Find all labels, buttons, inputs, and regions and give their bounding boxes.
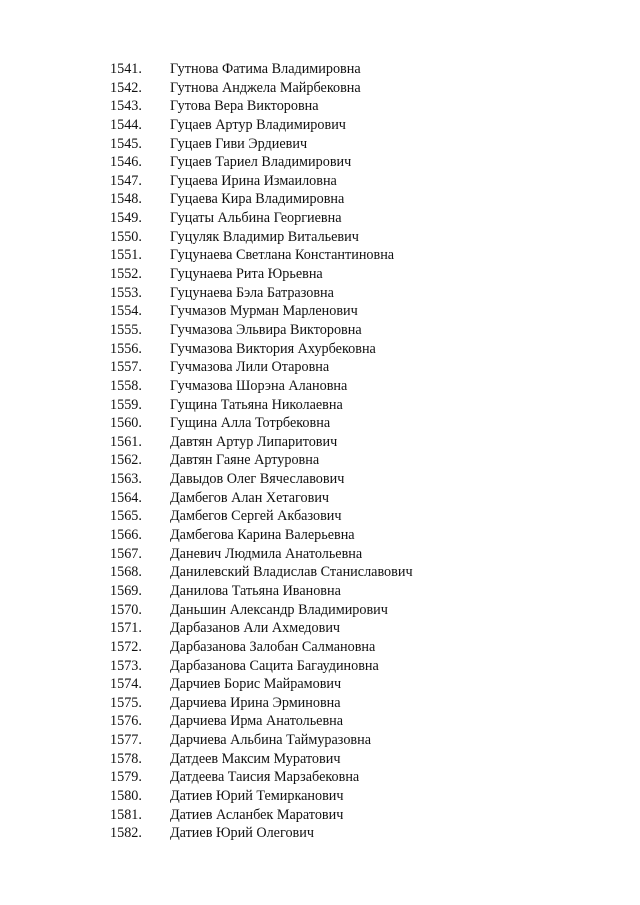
entry-name: Датиев Юрий Темирканович: [170, 787, 344, 804]
list-item: [0, 265, 640, 284]
list-item: [0, 657, 640, 676]
entry-number: 1575.: [110, 694, 142, 711]
entry-number: 1563.: [110, 471, 142, 488]
list-item: [0, 545, 640, 564]
list-item: [0, 768, 640, 787]
entry-number: 1571.: [110, 620, 142, 637]
list-item: [0, 97, 640, 116]
entry-number: 1543.: [110, 98, 142, 115]
list-item: [0, 638, 640, 657]
entry-number: 1561.: [110, 433, 142, 450]
entry-number: 1562.: [110, 452, 142, 469]
entry-name: Дамбегова Карина Валерьевна: [170, 527, 355, 544]
entry-name: Гучмазов Мурман Марленович: [170, 303, 358, 320]
entry-number: 1557.: [110, 359, 142, 376]
entry-number: 1550.: [110, 228, 142, 245]
entry-number: 1549.: [110, 210, 142, 227]
entry-number: 1555.: [110, 321, 142, 338]
list-item: [0, 302, 640, 321]
entry-name: Гуцаты Альбина Георгиевна: [170, 210, 342, 227]
list-item: [0, 135, 640, 154]
entry-name: Гущина Татьяна Николаевна: [170, 396, 343, 413]
entry-number: 1576.: [110, 713, 142, 730]
list-item: [0, 396, 640, 415]
entry-name: Давтян Гаяне Артуровна: [170, 452, 320, 469]
entry-name: Дарчиева Альбина Таймуразовна: [170, 732, 372, 749]
entry-number: 1560.: [110, 415, 142, 432]
entry-number: 1577.: [110, 732, 142, 749]
entry-name: Дарбазанова Залобан Салмановна: [170, 638, 376, 655]
list-item: [0, 582, 640, 601]
list-item: [0, 731, 640, 750]
entry-name: Дамбегов Алан Хетагович: [170, 489, 330, 506]
entry-number: 1567.: [110, 545, 142, 562]
list-item: [0, 414, 640, 433]
list-item: [0, 470, 640, 489]
entry-name: Гутнова Анджела Майрбековна: [170, 79, 361, 96]
entry-number: 1570.: [110, 601, 142, 618]
list-item: [0, 806, 640, 825]
list-item: [0, 824, 640, 843]
name-list: [0, 60, 640, 843]
list-item: [0, 209, 640, 228]
entry-number: 1582.: [110, 825, 142, 842]
entry-number: 1547.: [110, 172, 142, 189]
entry-number: 1574.: [110, 676, 142, 693]
entry-number: 1568.: [110, 564, 142, 581]
list-item: [0, 172, 640, 191]
list-item: [0, 694, 640, 713]
list-item: [0, 116, 640, 135]
entry-number: 1546.: [110, 154, 142, 171]
entry-number: 1556.: [110, 340, 142, 357]
entry-number: 1551.: [110, 247, 142, 264]
entry-name: Гуцаев Гиви Эрдиевич: [170, 135, 308, 152]
list-item: [0, 675, 640, 694]
entry-name: Дамбегов Сергей Акбазович: [170, 508, 342, 525]
entry-name: Дарчиев Борис Майрамович: [170, 676, 342, 693]
entry-number: 1558.: [110, 377, 142, 394]
entry-number: 1564.: [110, 489, 142, 506]
entry-number: 1578.: [110, 750, 142, 767]
list-item: [0, 321, 640, 340]
list-item: [0, 601, 640, 620]
entry-name: Даньшин Александр Владимирович: [170, 601, 388, 618]
entry-number: 1569.: [110, 582, 142, 599]
entry-name: Гущина Алла Тотрбековна: [170, 415, 331, 432]
entry-name: Дарчиева Ирма Анатольевна: [170, 713, 344, 730]
list-item: [0, 228, 640, 247]
entry-number: 1552.: [110, 266, 142, 283]
entry-number: 1580.: [110, 787, 142, 804]
entry-name: Гуцунаева Бэла Батразовна: [170, 284, 334, 301]
list-item: [0, 60, 640, 79]
entry-number: 1566.: [110, 527, 142, 544]
entry-name: Гутова Вера Викторовна: [170, 98, 319, 115]
entry-name: Данилевский Владислав Станиславович: [170, 564, 413, 581]
entry-number: 1559.: [110, 396, 142, 413]
entry-name: Гучмазова Шорэна Алановна: [170, 377, 348, 394]
entry-number: 1581.: [110, 806, 142, 823]
list-item: [0, 563, 640, 582]
list-item: [0, 246, 640, 265]
entry-name: Данилова Татьяна Ивановна: [170, 582, 341, 599]
list-item: [0, 787, 640, 806]
entry-name: Датиев Юрий Олегович: [170, 825, 314, 842]
list-item: [0, 153, 640, 172]
entry-name: Гутнова Фатима Владимировна: [170, 61, 361, 77]
entry-name: Давтян Артур Липаритович: [170, 433, 338, 450]
list-item: [0, 284, 640, 303]
entry-name: Датдеева Таисия Марзабековна: [170, 769, 360, 786]
list-item: [0, 451, 640, 470]
entry-name: Гучмазова Эльвира Викторовна: [170, 321, 362, 338]
entry-name: Дарчиева Ирина Эрминовна: [170, 694, 341, 711]
list-item: [0, 377, 640, 396]
entry-number: 1548.: [110, 191, 142, 208]
entry-name: Гуцуляк Владимир Витальевич: [170, 228, 359, 245]
entry-number: 1565.: [110, 508, 142, 525]
list-item: [0, 433, 640, 452]
entry-number: 1579.: [110, 769, 142, 786]
list-item: [0, 712, 640, 731]
entry-name: Гуцаева Кира Владимировна: [170, 191, 345, 208]
entry-name: Даневич Людмила Анатольевна: [170, 545, 363, 562]
entry-name: Дарбазанов Али Ахмедович: [170, 620, 341, 637]
entry-number: 1553.: [110, 284, 142, 301]
entry-name: Гучмазова Виктория Ахурбековна: [170, 340, 376, 357]
entry-name: Гуцунаева Светлана Константиновна: [170, 247, 395, 264]
entry-name: Гучмазова Лили Отаровна: [170, 359, 330, 376]
entry-name: Гуцаева Ирина Измаиловна: [170, 172, 337, 189]
entry-number: 1572.: [110, 638, 142, 655]
entry-number: 1542.: [110, 79, 142, 96]
entry-name: Датиев Асланбек Маратович: [170, 806, 344, 823]
entry-name: Дарбазанова Сацита Багаудиновна: [170, 657, 379, 674]
list-item: [0, 750, 640, 769]
list-item: [0, 619, 640, 638]
entry-name: Гуцунаева Рита Юрьевна: [170, 266, 323, 283]
list-item: [0, 489, 640, 508]
entry-number: 1545.: [110, 135, 142, 152]
list-item: [0, 526, 640, 545]
entry-number: 1554.: [110, 303, 142, 320]
entry-name: Давыдов Олег Вячеславович: [170, 471, 345, 488]
entry-name: Датдеев Максим Муратович: [170, 750, 341, 767]
list-item: [0, 79, 640, 98]
entry-number: 1541.: [110, 61, 142, 77]
entry-name: Гуцаев Артур Владимирович: [170, 116, 346, 133]
list-item: [0, 190, 640, 209]
entry-number: 1544.: [110, 116, 142, 133]
entry-number: 1573.: [110, 657, 142, 674]
list-item: [0, 507, 640, 526]
entry-name: Гуцаев Тариел Владимирович: [170, 154, 352, 171]
list-item: [0, 340, 640, 359]
list-item: [0, 358, 640, 377]
